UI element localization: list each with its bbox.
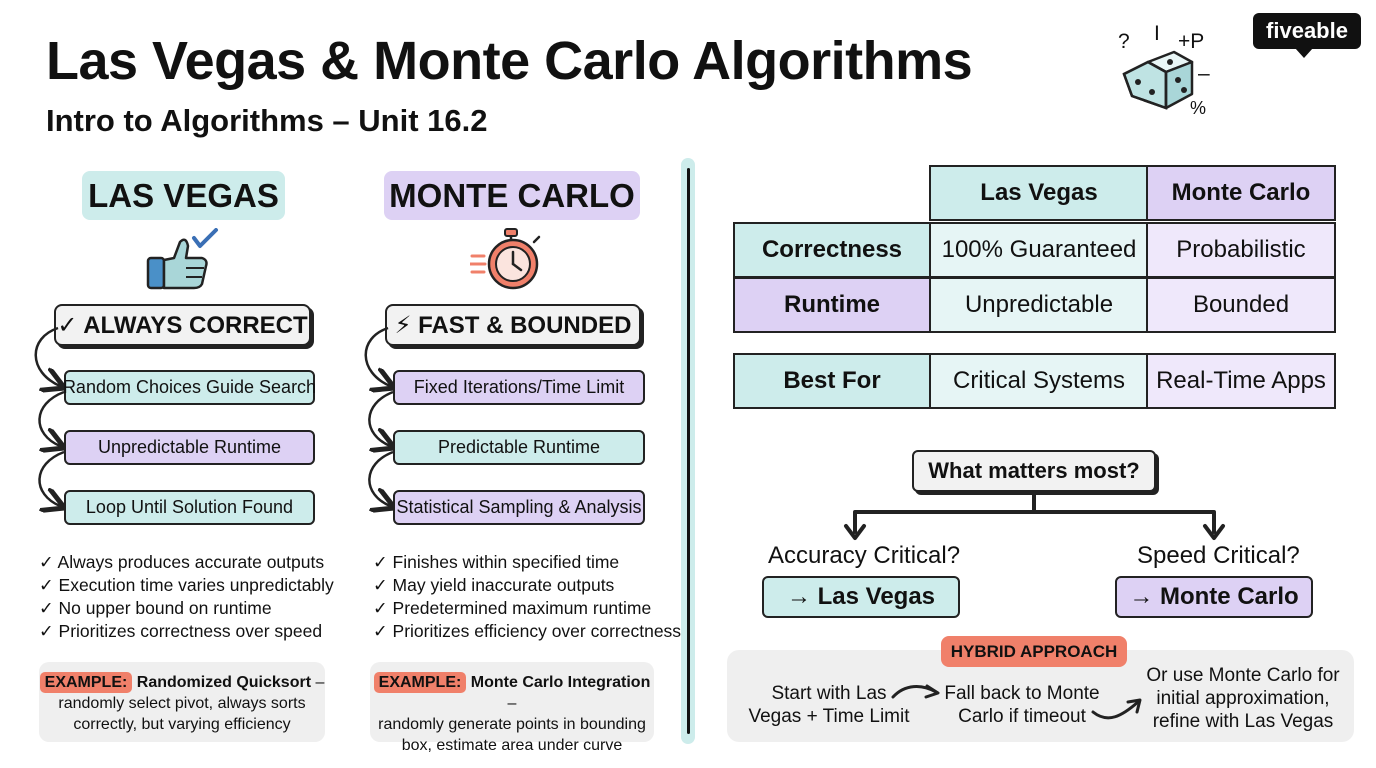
decision-question: What matters most? [912,450,1156,492]
mc-step-fixed-iterations: Fixed Iterations/Time Limit [393,370,645,405]
table-cell-lv-runtime: Unpredictable [929,277,1149,333]
monte-carlo-header: MONTE CARLO [384,171,640,220]
dice-symbol-percent: % [1190,98,1207,118]
mc-step-predictable-runtime: Predictable Runtime [393,430,645,465]
table-cell-lv-best-for: Critical Systems [929,353,1149,409]
property-item: ✓ Execution time varies unpredictably [39,575,334,595]
table-header-monte-carlo: Monte Carlo [1146,165,1336,221]
hybrid-text-line: Carlo if timeout [958,706,1086,727]
hybrid-text-line: Or use Monte Carlo for [1146,665,1340,686]
lv-step-unpredictable-runtime: Unpredictable Runtime [64,430,315,465]
example-dash: – [311,674,325,691]
choose-monte-carlo-box: → Monte Carlo [1115,576,1313,618]
example-tag: EXAMPLE: [374,672,467,693]
speed-critical-label: Speed Critical? [1137,542,1300,569]
example-line: randomly select pivot, always sorts [58,695,306,712]
lv-step-loop-until-found: Loop Until Solution Found [64,490,315,525]
hybrid-text-line: Vegas + Time Limit [748,706,910,727]
hybrid-approach-label: HYBRID APPROACH [941,636,1127,667]
page-subtitle: Intro to Algorithms – Unit 16.2 [46,103,488,138]
property-item: ✓ No upper bound on runtime [39,598,272,618]
table-cell-mc-runtime: Bounded [1146,277,1336,333]
example-name: Monte Carlo Integration [470,674,651,691]
example-tag: EXAMPLE: [40,672,133,693]
hybrid-text-line: Start with Las [771,683,887,704]
table-cell-lv-correctness: 100% Guaranteed [929,222,1149,278]
dice-symbol-minus: – [1198,62,1210,85]
accuracy-critical-label: Accuracy Critical? [768,542,961,569]
dice-symbol-plus-p: +P [1178,30,1205,53]
table-cell-mc-correctness: Probabilistic [1146,222,1336,278]
always-correct-badge: ✓ ALWAYS CORRECT [54,304,311,346]
table-row-label-correctness: Correctness [733,222,931,278]
property-item: ✓ Prioritizes correctness over speed [39,621,323,641]
property-item: ✓ Prioritizes efficiency over correctness [373,621,682,641]
property-item: ✓ May yield inaccurate outputs [373,575,615,595]
table-row-label-best-for: Best For [733,353,931,409]
fast-bounded-badge: ⚡ FAST & BOUNDED [385,304,641,346]
example-line: box, estimate area under curve [401,737,623,754]
property-item: ✓ Finishes within specified time [373,552,620,572]
fiveable-logo: fiveable [1253,13,1361,49]
dice-symbol-i: I [1154,22,1160,45]
lv-step-random-choices: Random Choices Guide Search [64,370,315,405]
example-line: randomly generate points in bounding [378,716,646,733]
dice-symbol-question: ? [1118,30,1130,53]
hybrid-text-line: refine with Las Vegas [1152,711,1334,732]
choose-las-vegas-box: → Las Vegas [762,576,960,618]
table-cell-mc-best-for: Real-Time Apps [1146,353,1336,409]
property-item: ✓ Predetermined maximum runtime [373,598,652,618]
mc-step-statistical-sampling: Statistical Sampling & Analysis [393,490,645,525]
las-vegas-header: LAS VEGAS [82,171,285,220]
example-line: correctly, but varying efficiency [73,716,291,733]
hybrid-text-line: Fall back to Monte [944,683,1100,704]
table-row-label-runtime: Runtime [733,277,931,333]
hybrid-text-line: initial approximation, [1156,688,1330,709]
table-header-las-vegas: Las Vegas [929,165,1149,221]
example-dash: – [507,695,517,712]
example-name: Randomized Quicksort [136,674,312,691]
property-item: ✓ Always produces accurate outputs [39,552,325,572]
page-title: Las Vegas & Monte Carlo Algorithms [46,31,973,91]
